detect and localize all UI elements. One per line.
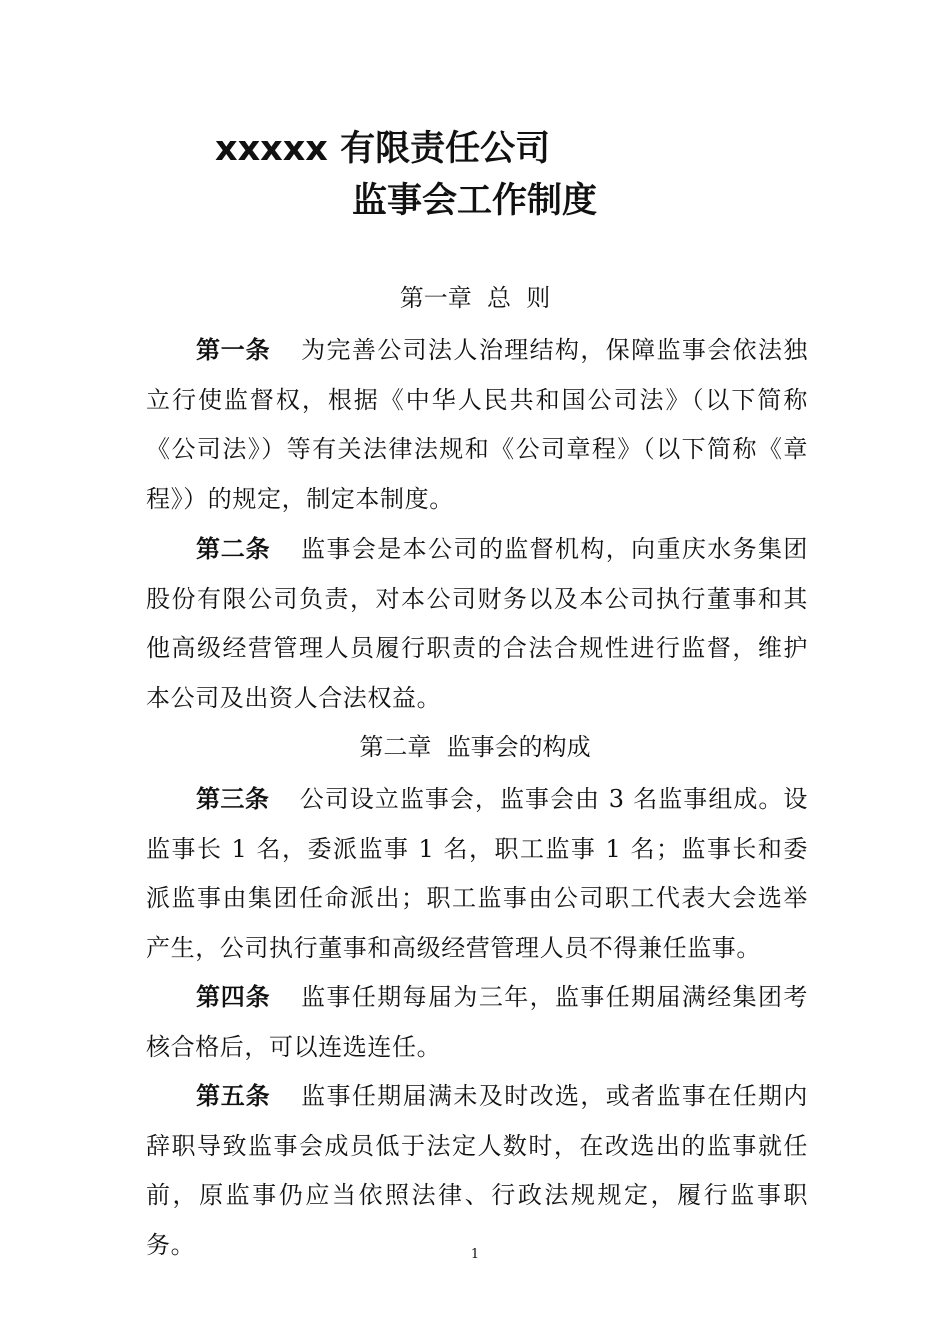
article-text: 监事任期每届为三年，监事任期届满经集团考核合格后，可以连选连任。 — [146, 983, 809, 1061]
document-title: 监事会工作制度 — [352, 181, 598, 221]
article-text: 为完善公司法人治理结构，保障监事会依法独立行使监督权，根据《中华人民共和国公司法》（以下简称《公司法》）等有关法律法规和《公司章程》（以下简称《章程》）的规定，制定本制度。 — [146, 336, 809, 513]
article-4 — [146, 973, 808, 1072]
article-text: 监事会是本公司的监督机构，向重庆水务集团股份有限公司负责，对本公司财务以及本公司执行董事和其他高级经营管理人员履行职责的合法合规性进行监督，维护本公司及出资人合法权益。 — [146, 535, 809, 712]
article-number: 第一条 — [196, 336, 271, 364]
chapter-heading-1: 第一章 总 则 — [399, 284, 551, 312]
article-3 — [146, 775, 808, 973]
article-1 — [146, 326, 808, 524]
article-5 — [146, 1072, 808, 1270]
article-text: 监事任期届满未及时改选，或者监事在任期内辞职导致监事会成员低于法定人数时，在改选出的监事就任前，原监事仍应当依照法律、行政法规规定，履行监事职务。 — [146, 1082, 809, 1259]
article-number: 第四条 — [196, 983, 271, 1011]
article-text: 公司设立监事会，监事会由 3 名监事组成。设监事长 1 名，委派监事 1 名，职工监事 1 名；监事长和委派监事由集团任命派出；职工监事由公司职工代表大会选举产生，公司执行董事和高级经营管理人员不得兼任监事。 — [146, 785, 809, 962]
page-number: 1 — [470, 1247, 480, 1262]
article-number: 第三条 — [196, 785, 270, 813]
company-title: xxxxx 有限责任公司 — [215, 129, 551, 169]
article-number: 第五条 — [196, 1082, 271, 1110]
article-2 — [146, 525, 808, 723]
chapter-heading-2: 第二章 监事会的构成 — [359, 733, 591, 761]
article-number: 第二条 — [196, 535, 271, 563]
